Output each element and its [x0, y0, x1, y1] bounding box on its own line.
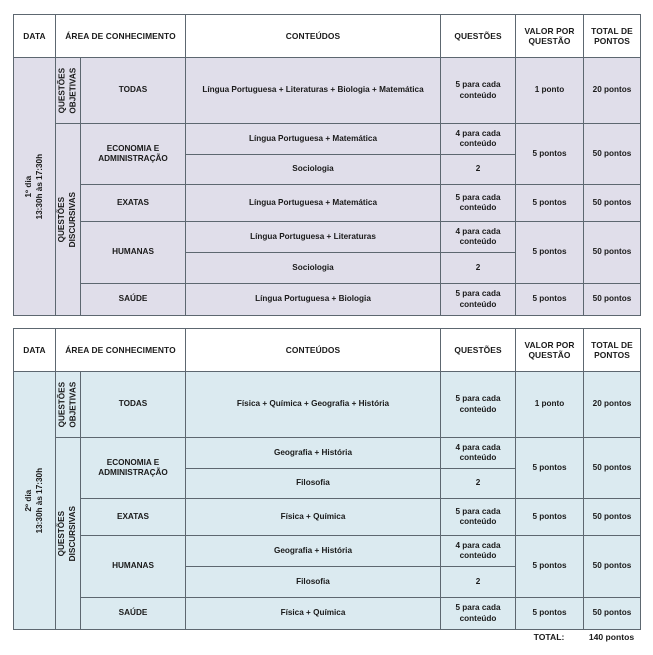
conteudo-economia-b-day2: Filosofia — [186, 469, 441, 499]
valor-todas-day2: 1 ponto — [516, 372, 584, 438]
area-saude-day2: SAÚDE — [81, 598, 186, 630]
conteudo-humanas-b-day1: Sociologia — [186, 253, 441, 284]
tipo-discursivas-cell-day2 — [56, 438, 81, 630]
area-humanas-day1: HUMANAS — [81, 222, 186, 284]
table-header-row — [14, 329, 641, 372]
conteudo-saude-day1: Língua Portuguesa + Biologia — [186, 284, 441, 316]
tipo-discursivas-line1: QUESTÕES — [57, 510, 67, 557]
conteudo-exatas-day1: Língua Portuguesa + Matemática — [186, 185, 441, 222]
conteudo-humanas-a-day2: Geografia + História — [186, 536, 441, 567]
area-todas-day1: TODAS — [81, 58, 186, 124]
total-line1: TOTAL DE — [591, 339, 633, 350]
column-header-total-de-pontos — [584, 329, 641, 372]
area-todas-day2: TODAS — [81, 372, 186, 438]
questoes-humanas-a-day1: 4 para cada conteúdo — [441, 222, 516, 253]
table-header-row — [14, 15, 641, 58]
column-header-total-de-pontos — [584, 15, 641, 58]
area-humanas-day2: HUMANAS — [81, 536, 186, 598]
day-label-cell-day1 — [14, 58, 56, 316]
valor-humanas-day2: 5 pontos — [516, 536, 584, 598]
conteudo-exatas-day2: Física + Química — [186, 499, 441, 536]
conteudo-economia-b-day1: Sociologia — [186, 155, 441, 185]
total-humanas-day1: 50 pontos — [584, 222, 641, 284]
column-header-conteudos: CONTEÚDOS — [186, 15, 441, 58]
conteudo-todas-day2: Física + Química + Geografia + História — [186, 372, 441, 438]
area-economia-line1-day2: ECONOMIA E — [106, 457, 160, 467]
column-header-data: DATA — [14, 329, 56, 372]
valor-humanas-day1: 5 pontos — [516, 222, 584, 284]
questoes-todas-day1: 5 para cada conteúdo — [441, 58, 516, 124]
area-saude-day1: SAÚDE — [81, 284, 186, 316]
conteudo-saude-day2: Física + Química — [186, 598, 441, 630]
day-label-line2: 13:30h às 17:30h — [34, 467, 44, 534]
schedule-table-day2 — [13, 328, 641, 630]
valor-line2: QUESTÃO — [528, 350, 571, 360]
table-row — [14, 438, 641, 469]
day-label-line1: 2º dia — [23, 489, 33, 512]
day-label-line1: 1º dia — [23, 175, 33, 198]
table-row — [14, 185, 641, 222]
total-humanas-day2: 50 pontos — [584, 536, 641, 598]
conteudo-economia-a-day1: Língua Portuguesa + Matemática — [186, 124, 441, 155]
tipo-discursivas-line2: DISCURSIVAS — [68, 191, 78, 248]
valor-saude-day2: 5 pontos — [516, 598, 584, 630]
tipo-objetivas-line2: OBJETIVAS — [68, 67, 77, 114]
valor-saude-day1: 5 pontos — [516, 284, 584, 316]
grand-total-row — [13, 632, 640, 642]
table-row — [14, 598, 641, 630]
valor-todas-day1: 1 ponto — [516, 58, 584, 124]
total-saude-day2: 50 pontos — [584, 598, 641, 630]
conteudo-humanas-b-day2: Filosofia — [186, 567, 441, 598]
table-row — [14, 222, 641, 253]
questoes-humanas-b-day1: 2 — [441, 253, 516, 284]
valor-line2: QUESTÃO — [528, 36, 571, 46]
questoes-economia-a-day2: 4 para cada conteúdo — [441, 438, 516, 469]
questoes-saude-day2: 5 para cada conteúdo — [441, 598, 516, 630]
valor-economia-day2: 5 pontos — [516, 438, 584, 499]
conteudo-humanas-a-day1: Língua Portuguesa + Literaturas — [186, 222, 441, 253]
questoes-humanas-a-day2: 4 para cada conteúdo — [441, 536, 516, 567]
valor-line1: VALOR POR — [524, 339, 575, 350]
valor-exatas-day2: 5 pontos — [516, 499, 584, 536]
total-exatas-day2: 50 pontos — [584, 499, 641, 536]
column-header-area: ÁREA DE CONHECIMENTO — [56, 15, 186, 58]
total-economia-day1: 50 pontos — [584, 124, 641, 185]
questoes-humanas-b-day2: 2 — [441, 567, 516, 598]
table-row — [14, 124, 641, 155]
area-economia-line1-day1: ECONOMIA E — [106, 143, 160, 153]
valor-economia-day1: 5 pontos — [516, 124, 584, 185]
column-header-valor-por-questao — [516, 329, 584, 372]
questoes-exatas-day1: 5 para cada conteúdo — [441, 185, 516, 222]
grand-total-value: 140 pontos — [588, 632, 635, 642]
total-line2: PONTOS — [594, 350, 630, 360]
total-exatas-day1: 50 pontos — [584, 185, 641, 222]
area-economia-day2 — [81, 438, 186, 499]
questoes-economia-b-day1: 2 — [441, 155, 516, 185]
column-header-area: ÁREA DE CONHECIMENTO — [56, 329, 186, 372]
tipo-discursivas-line1: QUESTÕES — [57, 196, 67, 243]
schedule-table-day1 — [13, 14, 641, 316]
column-header-data: DATA — [14, 15, 56, 58]
tipo-objetivas-line1: QUESTÕES — [57, 67, 67, 114]
total-line1: TOTAL DE — [591, 25, 633, 36]
conteudo-todas-day1: Língua Portuguesa + Literaturas + Biologia + Matemática — [186, 58, 441, 124]
conteudo-economia-a-day2: Geografia + História — [186, 438, 441, 469]
tipo-objetivas-cell-day1 — [56, 58, 81, 124]
grand-total-label: TOTAL: — [533, 632, 565, 642]
valor-line1: VALOR POR — [524, 25, 575, 36]
tipo-objetivas-cell-day2 — [56, 372, 81, 438]
area-economia-line2-day2: ADMINISTRAÇÃO — [98, 468, 168, 477]
valor-exatas-day1: 5 pontos — [516, 185, 584, 222]
tipo-objetivas-line1: QUESTÕES — [57, 381, 67, 428]
total-line2: PONTOS — [594, 36, 630, 46]
column-header-conteudos: CONTEÚDOS — [186, 329, 441, 372]
tipo-discursivas-cell-day1 — [56, 124, 81, 316]
area-exatas-day1: EXATAS — [81, 185, 186, 222]
questoes-todas-day2: 5 para cada conteúdo — [441, 372, 516, 438]
area-economia-line2-day1: ADMINISTRAÇÃO — [98, 154, 168, 163]
day-label-cell-day2 — [14, 372, 56, 630]
table-row — [14, 536, 641, 567]
column-header-questoes: QUESTÕES — [441, 329, 516, 372]
table-row — [14, 372, 641, 438]
total-saude-day1: 50 pontos — [584, 284, 641, 316]
total-economia-day2: 50 pontos — [584, 438, 641, 499]
total-todas-day2: 20 pontos — [584, 372, 641, 438]
table-row — [14, 284, 641, 316]
area-economia-day1 — [81, 124, 186, 185]
table-row — [14, 499, 641, 536]
area-exatas-day2: EXATAS — [81, 499, 186, 536]
day-label-line2: 13:30h às 17:30h — [34, 153, 44, 220]
column-header-questoes: QUESTÕES — [441, 15, 516, 58]
questoes-economia-b-day2: 2 — [441, 469, 516, 499]
tipo-objetivas-line2: OBJETIVAS — [68, 381, 77, 428]
tipo-discursivas-line2: DISCURSIVAS — [68, 505, 78, 562]
questoes-saude-day1: 5 para cada conteúdo — [441, 284, 516, 316]
table-row — [14, 58, 641, 124]
questoes-economia-a-day1: 4 para cada conteúdo — [441, 124, 516, 155]
total-todas-day1: 20 pontos — [584, 58, 641, 124]
questoes-exatas-day2: 5 para cada conteúdo — [441, 499, 516, 536]
column-header-valor-por-questao — [516, 15, 584, 58]
